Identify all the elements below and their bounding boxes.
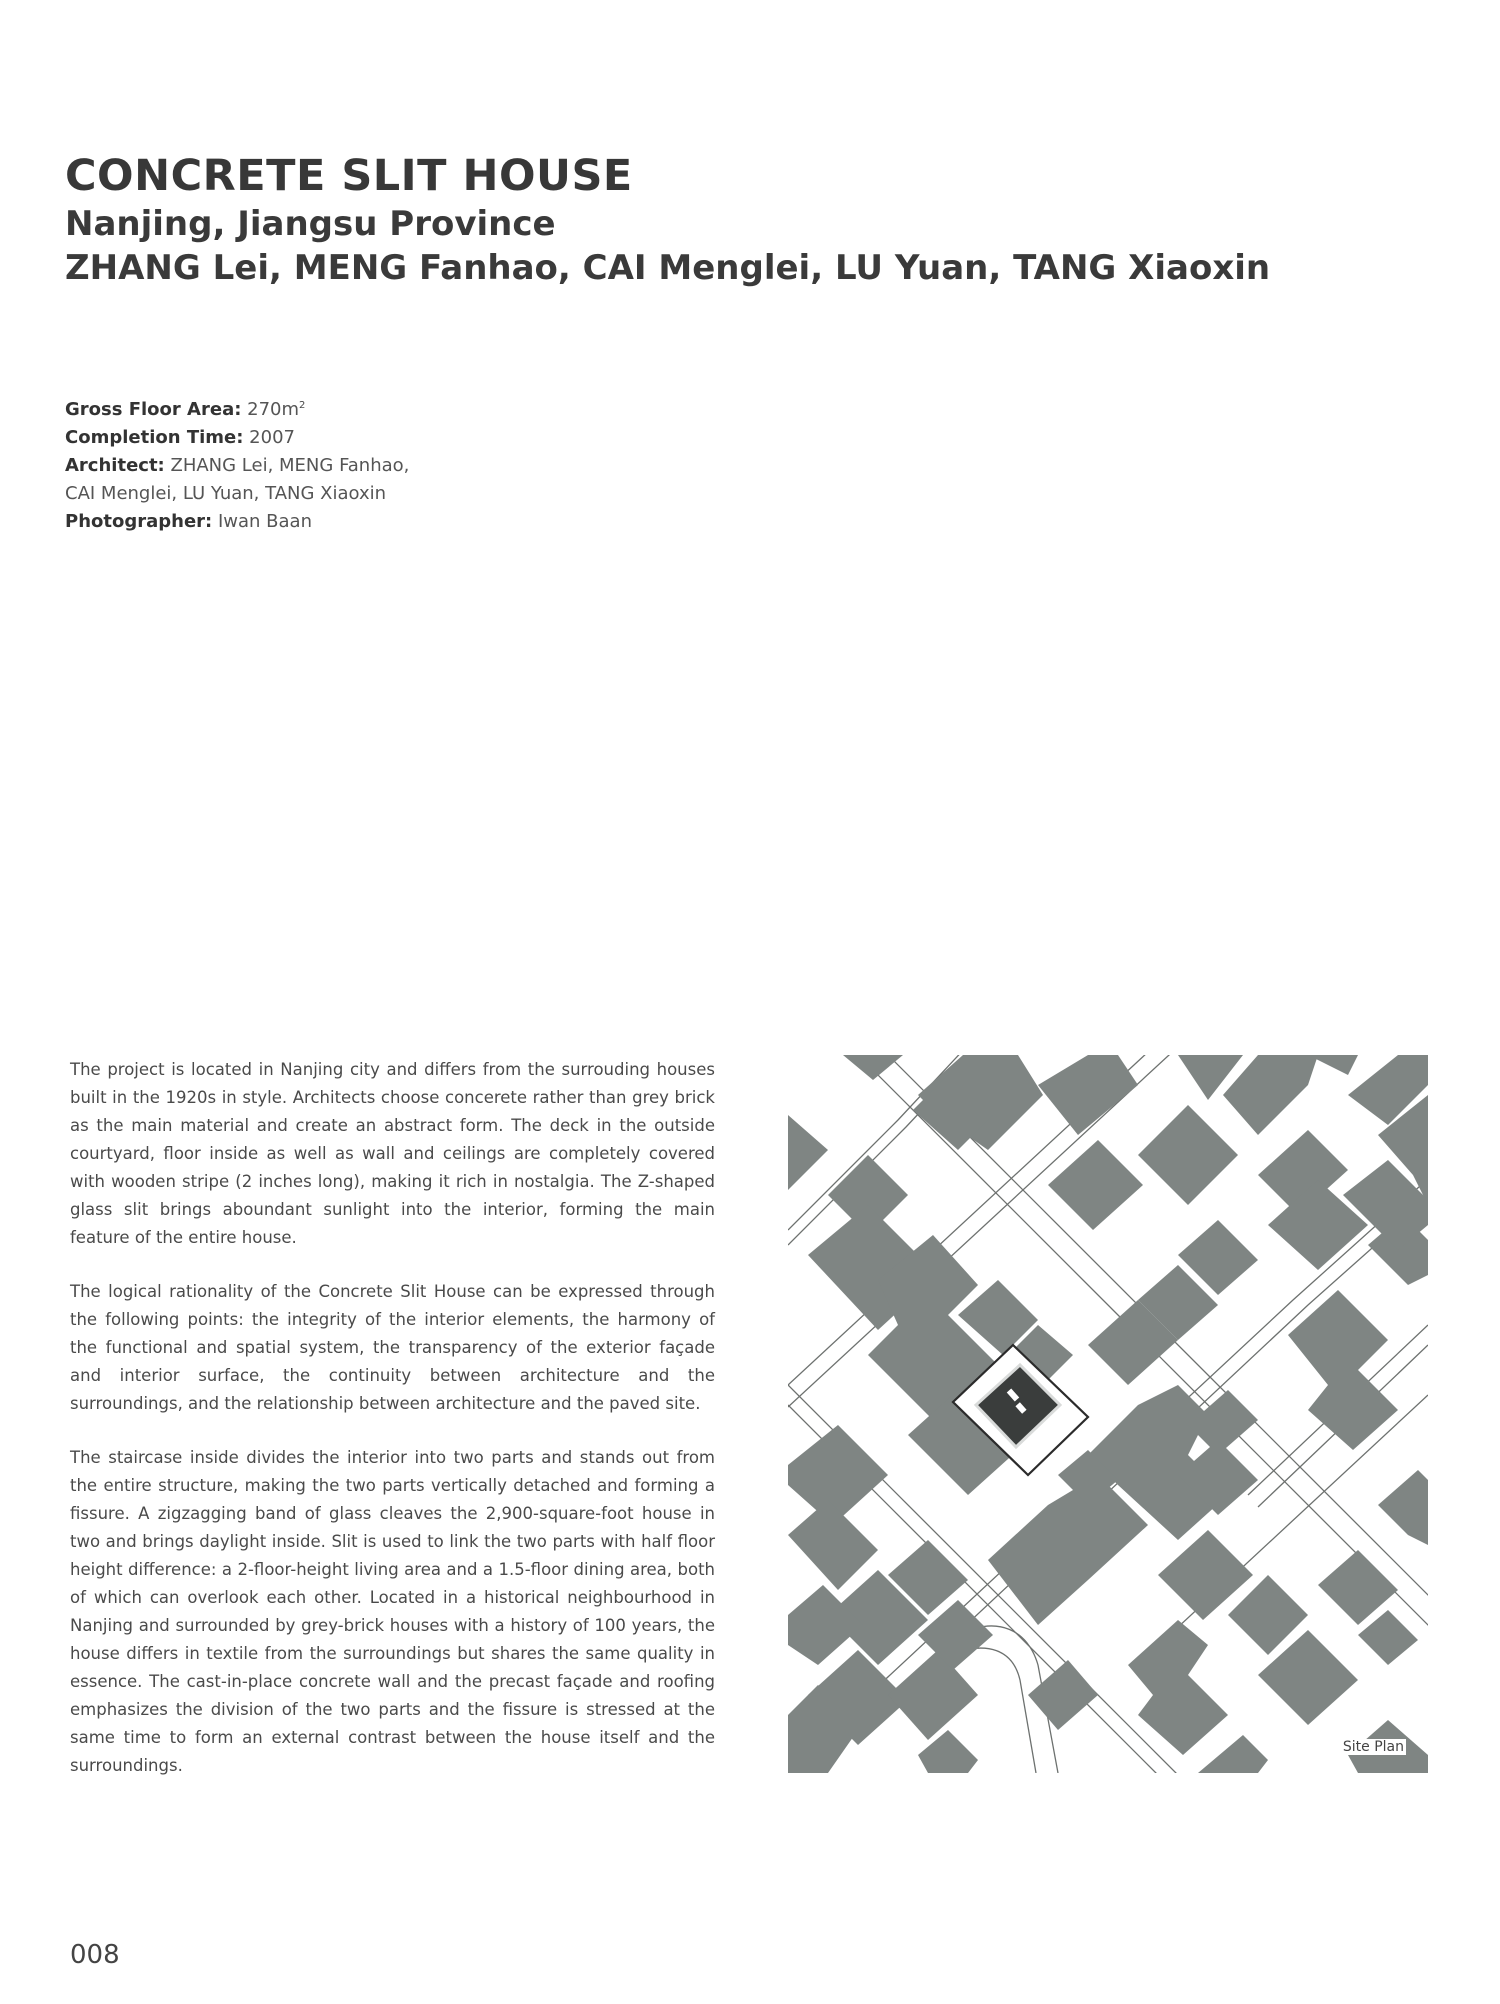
building (988, 1475, 1148, 1625)
building (788, 1500, 878, 1590)
area-label: Gross Floor Area: (65, 399, 242, 420)
building (1138, 1105, 1238, 1205)
building (843, 1055, 903, 1080)
completion-value: 2007 (249, 427, 295, 448)
building (788, 1115, 828, 1190)
info-photographer (65, 508, 409, 536)
site-plan-drawing (788, 1055, 1428, 1773)
architect-label: Architect: (65, 455, 165, 476)
building (1038, 1055, 1138, 1135)
paragraph-2: The logical rationality of the Concrete Slit House can be expressed through the following points: the integrity of the interior elements, the harmony of the functional and spatial system, the transparency of the exterior façade and interior surface, the continuity between architecture and the surroundings, and the relationship between architecture and the paved site. (70, 1282, 715, 1413)
architect-value-line2: CAI Menglei, LU Yuan, TANG Xiaoxin (65, 483, 387, 504)
surrounding-buildings (788, 1055, 1428, 1773)
info-architect (65, 452, 409, 480)
figure-caption: Site Plan (1342, 1739, 1404, 1755)
project-location: Nanjing, Jiangsu Province (65, 204, 556, 244)
building (1288, 1290, 1398, 1450)
info-area (65, 392, 409, 424)
completion-label: Completion Time: (65, 427, 244, 448)
area-unit-superscript: 2 (299, 400, 306, 411)
building (1198, 1735, 1268, 1773)
page-title: CONCRETE SLIT HOUSE (65, 151, 633, 201)
body-text (70, 1056, 715, 1806)
building (1378, 1470, 1428, 1545)
info-architect-cont (65, 480, 409, 508)
page-number: 008 (70, 1940, 120, 1970)
area-value: 270m (247, 399, 300, 420)
building (1358, 1610, 1418, 1665)
paragraph-3: The staircase inside divides the interior into two parts and stands out from the entire structure, making the two parts vertically detached and forming a fissure. A zigzagging band of glass cleaves the 2,900-square-foot house in two and brings daylight inside. Slit is used to link the two parts with half floor height difference: a 2-floor-height living area and a 1.5-floor dining area, both of which can overlook each other. Located in a historical neighbourhood in Nanjing and surrounded by grey-brick houses with a history of 100 years, the house differs in textile from the surroundings but shares the same quality in essence. The cast-in-place concrete wall and the precast façade and roofing emphasizes the division of the two parts and the fissure is stressed at the same time to form an external contrast between the house itself and the surroundings. (70, 1448, 715, 1775)
info-completion (65, 424, 409, 452)
site-plan-figure (788, 1055, 1428, 1773)
architect-value-line1: ZHANG Lei, MENG Fanhao, (170, 455, 410, 476)
paragraph-1: The project is located in Nanjing city and differs from the surrouding houses built in the 1920s in style. Architects choose concerete rather than grey brick as the main material and create an abstract form. The deck in the outside courtyard, floor inside as well as wall and ceilings are completely covered with wooden stripe (2 inches long), making it rich in nostalgia. The Z-shaped glass slit brings aboundant sunlight into the interior, forming the main feature of the entire house. (70, 1060, 715, 1247)
project-info (65, 392, 409, 536)
photographer-label: Photographer: (65, 511, 213, 532)
building (1128, 1620, 1228, 1755)
project-architects: ZHANG Lei, MENG Fanhao, CAI Menglei, LU Yuan, TANG Xiaoxin (65, 248, 1271, 288)
building (1223, 1055, 1318, 1135)
building (1308, 1055, 1358, 1075)
photographer-value: Iwan Baan (217, 511, 312, 532)
title-block (65, 150, 1270, 290)
